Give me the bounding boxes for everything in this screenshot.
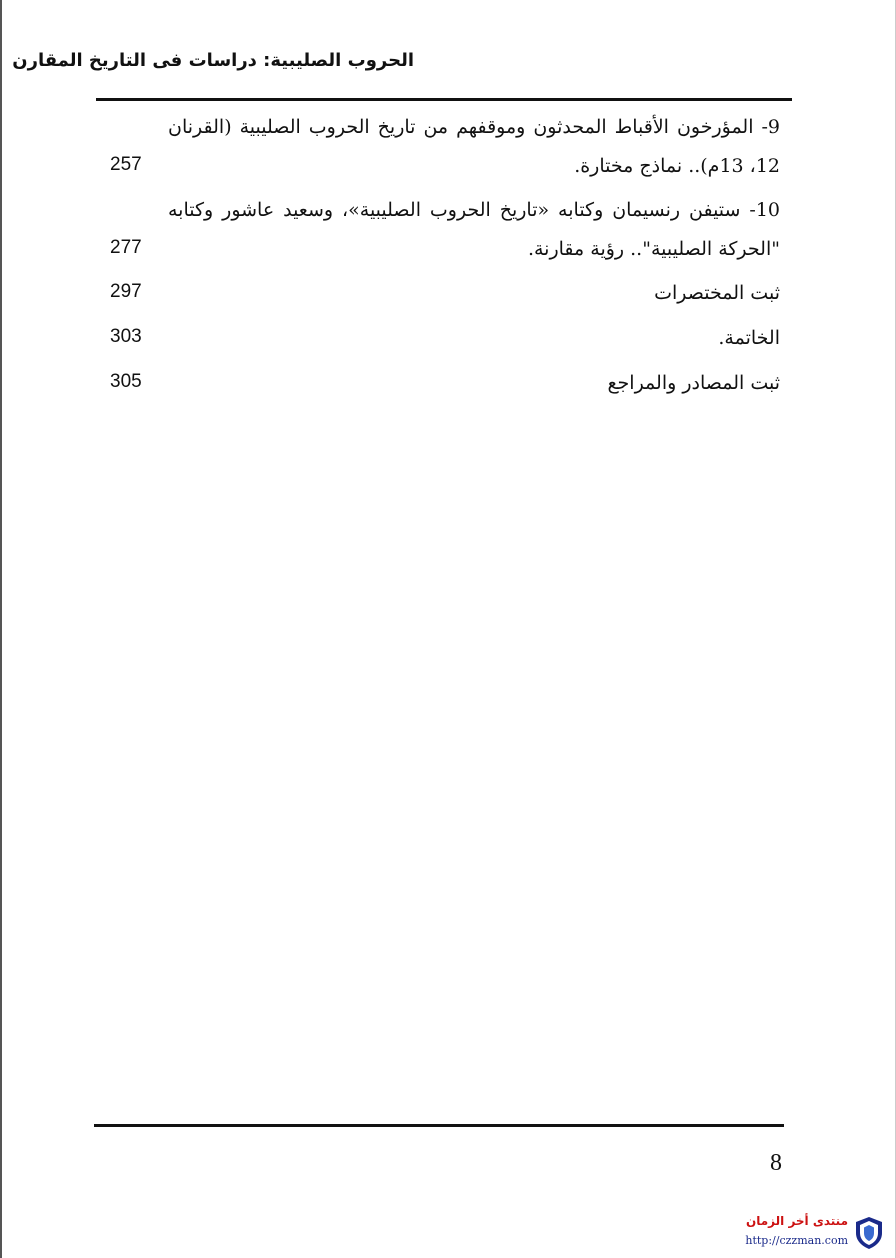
toc-entry-title: 10- ستيفن رنسيمان وكتابه «تاريخ الحروب الصليبية»، وسعيد عاشور وكتابه "الحركة الصليبية".. رؤية مقارنة. [168,199,780,260]
toc-entry-title: ثبت المختصرات [654,282,780,304]
toc-entry-title: ثبت المصادر والمراجع [607,372,780,394]
watermark-url[interactable]: http://czzman.com [745,1234,848,1247]
forum-watermark[interactable] [716,1214,890,1254]
toc-entry[interactable] [110,364,780,403]
toc-entry-page-number: 303 [110,326,142,347]
toc-entry[interactable] [110,319,780,358]
page-number: 8 [770,1150,782,1176]
toc-entry-title: 9- المؤرخون الأقباط المحدثون وموقفهم من تاريخ الحروب الصليبية (القرنان 12، 13م).. نماذج مختارة. [168,116,780,177]
watermark-title: منتدى أخر الزمان [746,1214,848,1228]
toc-entry-page-number: 297 [110,281,142,302]
shield-logo-icon [854,1216,884,1250]
running-head: الحروب الصليبية: دراسات فى التاريخ المقارن [12,50,414,71]
header-rule [96,98,792,101]
toc-entry[interactable] [110,108,780,186]
toc-entry[interactable] [110,191,780,269]
footer-rule [94,1124,784,1127]
toc-entry-title: الخاتمة. [718,327,780,349]
toc-entry-page-number: 277 [110,237,142,258]
toc-entry-page-number: 257 [110,154,142,175]
toc-entry-page-number: 305 [110,371,142,392]
page-left-border [0,0,2,1258]
table-of-contents [110,108,780,403]
toc-entry[interactable] [110,274,780,313]
